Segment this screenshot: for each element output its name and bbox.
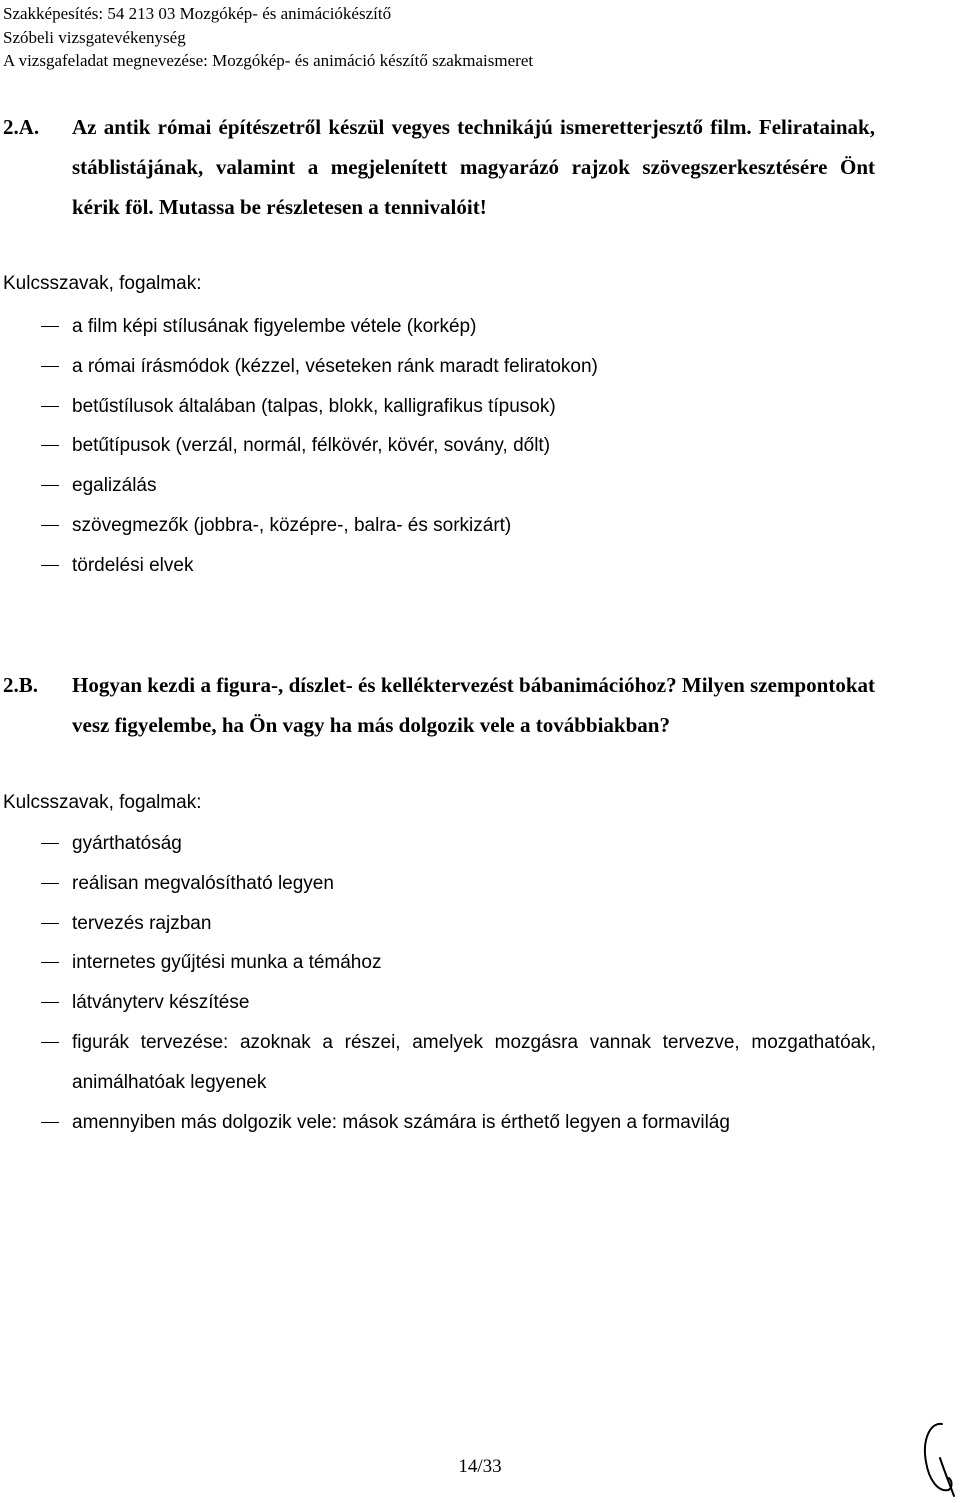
dash-bullet-icon xyxy=(41,962,59,963)
dash-bullet-icon xyxy=(41,883,59,884)
header-line-qualification: Szakképesítés: 54 213 03 Mozgókép- és animációkészítő xyxy=(3,4,392,23)
header-line-activity: Szóbeli vizsgatevékenység xyxy=(3,27,186,47)
dash-bullet-icon xyxy=(41,326,59,327)
list-item: tördelési elvek xyxy=(0,546,876,586)
question-text-2b: Hogyan kezdi a figura-, díszlet- és kelléktervezést bábanimációhoz? Milyen szempontokat vesz figyelembe, ha Ön vagy ha más dolgozik vele a továbbiakban? xyxy=(72,673,875,737)
dash-bullet-icon xyxy=(41,406,59,407)
page-header xyxy=(3,2,533,73)
list-item: reálisan megvalósítható legyen xyxy=(0,864,876,904)
dash-bullet-icon xyxy=(41,485,59,486)
handwritten-signature-icon xyxy=(918,1418,956,1500)
list-item: látványterv készítése xyxy=(0,983,876,1023)
keywords-label-2a: Kulcsszavak, fogalmak: xyxy=(3,273,202,294)
list-item: figurák tervezése: azoknak a részei, amelyek mozgásra vannak tervezve, mozgathatóak, animálhatóak legyenek xyxy=(0,1023,876,1103)
list-item: a római írásmódok (kézzel, véseteken ránk maradt feliratokon) xyxy=(0,347,876,387)
dash-bullet-icon xyxy=(41,1002,59,1003)
page-number: 14/33 xyxy=(458,1456,502,1477)
dash-bullet-icon xyxy=(41,445,59,446)
list-item: internetes gyűjtési munka a témához xyxy=(0,943,876,983)
list-item: amennyiben más dolgozik vele: mások számára is érthető legyen a formavilág xyxy=(0,1103,876,1143)
dash-bullet-icon xyxy=(41,565,59,566)
list-item: tervezés rajzban xyxy=(0,904,876,944)
question-text-2a: Az antik római építészetről készül vegyes technikájú ismeretterjesztő film. Feliratainak, stáblistájának, valamint a megjelenített magyarázó rajzok szövegszerkesztésére Önt kérik föl. Mutassa be részletesen a tennivalóit! xyxy=(72,115,875,219)
keywords-label-2b: Kulcsszavak, fogalmak: xyxy=(3,792,202,813)
header-line-task-name: A vizsgafeladat megnevezése: Mozgókép- és animáció készítő szakmaismeret xyxy=(3,51,534,70)
dash-bullet-icon xyxy=(41,525,59,526)
keyword-list-2a xyxy=(0,307,876,586)
dash-bullet-icon xyxy=(41,366,59,367)
keyword-list-2b xyxy=(0,824,876,1142)
dash-bullet-icon xyxy=(41,1122,59,1123)
list-item: gyárthatóság xyxy=(0,824,876,864)
list-item: betűtípusok (verzál, normál, félkövér, kövér, sovány, dőlt) xyxy=(0,426,876,466)
list-item: betűstílusok általában (talpas, blokk, kalligrafikus típusok) xyxy=(0,387,876,427)
list-item: szövegmezők (jobbra-, középre-, balra- és sorkizárt) xyxy=(0,506,876,546)
list-item: egalizálás xyxy=(0,466,876,506)
dash-bullet-icon xyxy=(41,843,59,844)
question-number-2b: 2.B. xyxy=(3,673,39,697)
dash-bullet-icon xyxy=(41,923,59,924)
list-item: a film képi stílusának figyelembe vétele (korkép) xyxy=(0,307,876,347)
dash-bullet-icon xyxy=(41,1042,59,1043)
question-number-2a: 2.A. xyxy=(3,115,40,139)
